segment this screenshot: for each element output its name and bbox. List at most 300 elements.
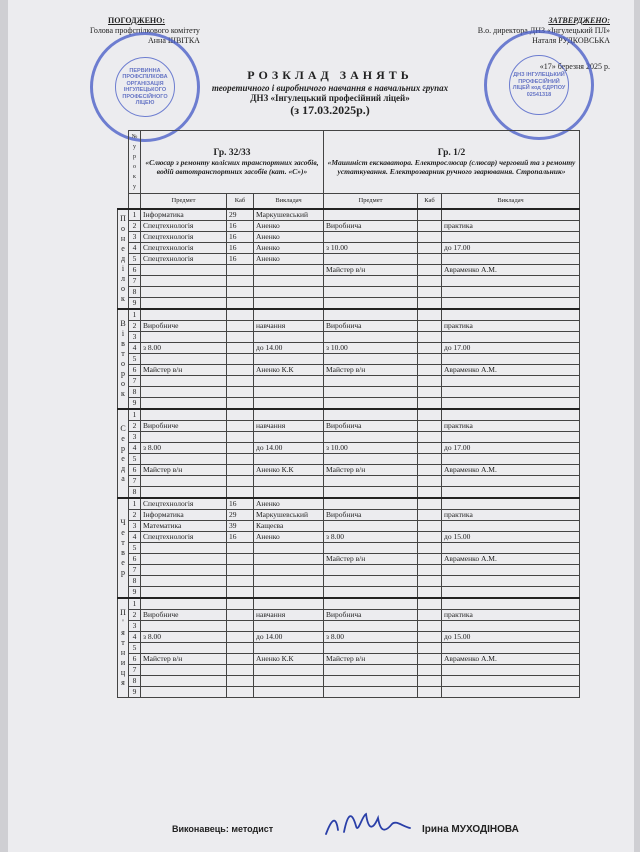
teacher-b [442,287,580,298]
teacher-a [254,643,324,654]
room-a [227,654,254,665]
room-a [227,643,254,654]
approval-right-title: ЗАТВЕРДЖЕНО: [548,16,610,25]
teacher-b: Авраменко А.М. [442,265,580,276]
teacher-a: Аненко [254,221,324,232]
table-row [118,376,580,387]
day-letter: е [121,528,125,537]
table-row [118,265,580,276]
subject-a [141,576,227,587]
teacher-b [442,543,580,554]
lesson-number: 1 [129,598,141,610]
teacher-a: Маркушевський [254,209,324,221]
table-row [118,665,580,676]
subject-a [141,276,227,287]
teacher-a: Аненко [254,532,324,543]
subject-a [141,387,227,398]
table-row [118,598,580,610]
subject-b [324,665,418,676]
room-a [227,465,254,476]
teacher-b [442,487,580,499]
seal-right-text: ДНЗ ІНГУЛЕЦЬКИЙ ПРОФЕСІЙНИЙ ЛІЦЕЙ код ЄДРПОУ 02541318 [509,55,569,115]
subject-b [324,387,418,398]
lesson-number: 4 [129,532,141,543]
teacher-a: навчання [254,610,324,621]
subject-b [324,598,418,610]
day-letter: ц [120,668,126,677]
room-b [418,676,442,687]
teacher-b: Авраменко А.М. [442,554,580,565]
group-header-row [118,131,580,194]
room-b [418,587,442,599]
room-b [418,298,442,310]
lesson-number: 9 [129,298,141,310]
room-b [418,665,442,676]
room-a [227,265,254,276]
teacher-b [442,309,580,321]
table-row [118,632,580,643]
room-b [418,354,442,365]
teacher-a [254,487,324,499]
room-b [418,565,442,576]
table-row [118,343,580,354]
teacher-a [254,287,324,298]
teacher-b [442,254,580,265]
teacher-a: Аненко [254,498,324,510]
room-a [227,565,254,576]
subject-a [141,398,227,410]
room-b [418,643,442,654]
subject-b: Майстер в/н [324,654,418,665]
lesson-number: 2 [129,510,141,521]
teacher-a [254,276,324,287]
room-a [227,665,254,676]
subject-a [141,643,227,654]
teacher-a [254,621,324,632]
room-a: 16 [227,254,254,265]
room-b [418,432,442,443]
day-letter: в [121,339,125,348]
subject-a: Спецтехнологія [141,498,227,510]
day-letter: к [121,389,125,398]
day-letter: н [120,648,126,657]
teacher-b: Авраменко А.М. [442,654,580,665]
teacher-b: до 15.00 [442,532,580,543]
table-row [118,676,580,687]
table-row [118,532,580,543]
subject-a: Майстер в/н [141,365,227,376]
column-header-row [118,194,580,210]
room-b [418,554,442,565]
subject-a [141,332,227,343]
lesson-number: 4 [129,632,141,643]
table-row [118,232,580,243]
subject-a [141,676,227,687]
subject-a [141,587,227,599]
teacher-b [442,376,580,387]
teacher-a: Аненко К.К [254,365,324,376]
table-row [118,554,580,565]
table-row [118,521,580,532]
table-row [118,332,580,343]
lesson-number: 1 [129,498,141,510]
lesson-number: 9 [129,687,141,698]
teacher-a [254,398,324,410]
subject-a: Спецтехнологія [141,232,227,243]
urok-letter: к [133,174,136,180]
subject-b: Виробнича [324,321,418,332]
day-label [118,498,129,598]
approval-left-line2: Анна ШВІТКА [148,36,200,45]
subject-a: з 8.00 [141,343,227,354]
day-label [118,409,129,498]
lesson-number: 8 [129,576,141,587]
day-letter: я [121,628,125,637]
subject-b: Виробнича [324,510,418,521]
room-a [227,476,254,487]
lesson-number: 6 [129,654,141,665]
day-letter: д [120,463,126,473]
lesson-number: 4 [129,343,141,354]
day-letter: Ч [120,518,126,527]
room-a [227,354,254,365]
col-subject-a: Предмет [141,194,227,210]
subject-b [324,376,418,387]
room-a [227,332,254,343]
day-letter: е [121,453,125,463]
subject-a [141,565,227,576]
room-b [418,598,442,610]
room-a: 16 [227,232,254,243]
lesson-number: 3 [129,332,141,343]
day-letter: о [121,359,125,368]
subject-b: Виробнича [324,421,418,432]
teacher-a: навчання [254,421,324,432]
table-row [118,487,580,499]
teacher-b: практика [442,510,580,521]
lesson-number: 5 [129,543,141,554]
table-row [118,365,580,376]
table-row [118,621,580,632]
room-b [418,443,442,454]
subject-b [324,476,418,487]
teacher-a: Кащеєва [254,521,324,532]
subject-a [141,554,227,565]
subject-b [324,565,418,576]
lesson-number: 6 [129,265,141,276]
subject-b [324,209,418,221]
subject-a: Виробниче [141,321,227,332]
table-row [118,354,580,365]
lesson-number: 1 [129,409,141,421]
subject-a [141,687,227,698]
subject-a: Виробниче [141,610,227,621]
teacher-a [254,687,324,698]
teacher-b [442,621,580,632]
room-a [227,376,254,387]
subject-a [141,354,227,365]
table-row [118,321,580,332]
room-a [227,576,254,587]
subject-b [324,354,418,365]
subject-b: Майстер в/н [324,365,418,376]
teacher-a: Аненко [254,243,324,254]
table-row [118,287,580,298]
teacher-a [254,265,324,276]
teacher-b [442,232,580,243]
room-b [418,332,442,343]
urok-letter: о [133,164,136,170]
room-a [227,298,254,310]
teacher-b [442,454,580,465]
subject-a [141,487,227,499]
subject-b: з 8.00 [324,532,418,543]
room-b [418,321,442,332]
day-letter: т [121,638,125,647]
day-letter: е [121,433,125,443]
subject-b: Майстер в/н [324,554,418,565]
lesson-number: 8 [129,487,141,499]
col-teacher-b: Викладач [442,194,580,210]
teacher-b: до 17.00 [442,443,580,454]
lesson-number: 7 [129,565,141,576]
room-b [418,454,442,465]
room-b [418,487,442,499]
group-a-name: Гр. 32/33 [213,147,251,158]
day-letter: о [121,284,125,293]
subject-b: Виробнича [324,221,418,232]
room-a [227,276,254,287]
table-row [118,254,580,265]
subject-a: Майстер в/н [141,465,227,476]
table-row [118,298,580,310]
subject-b: Майстер в/н [324,465,418,476]
subject-a [141,287,227,298]
room-a [227,287,254,298]
room-b [418,398,442,410]
teacher-b: практика [442,610,580,621]
room-b [418,254,442,265]
table-row [118,387,580,398]
room-b [418,498,442,510]
subject-b [324,454,418,465]
teacher-a [254,454,324,465]
room-a [227,587,254,599]
table-row [118,209,580,221]
subject-b [324,309,418,321]
title-line4: (з 17.03.2025р.) [290,103,370,117]
lesson-number: 6 [129,365,141,376]
teacher-b [442,498,580,510]
teacher-a: навчання [254,321,324,332]
teacher-b [442,676,580,687]
teacher-a [254,554,324,565]
lesson-number: 7 [129,665,141,676]
teacher-a: Аненко К.К [254,465,324,476]
lesson-number: 6 [129,554,141,565]
day-letter: д [120,254,126,263]
day-label [118,309,129,409]
urok-letter: у [133,184,136,190]
teacher-b: Авраменко А.М. [442,465,580,476]
lesson-number: 8 [129,676,141,687]
lesson-number: 4 [129,443,141,454]
teacher-a [254,387,324,398]
teacher-a: до 14.00 [254,343,324,354]
lesson-number: 7 [129,476,141,487]
subject-b [324,521,418,532]
table-row [118,476,580,487]
day-letter: П [120,608,126,617]
room-b [418,387,442,398]
lesson-number: 7 [129,276,141,287]
teacher-b [442,387,580,398]
teacher-a [254,576,324,587]
teacher-b [442,354,580,365]
subject-b [324,643,418,654]
room-a [227,409,254,421]
teacher-b: практика [442,221,580,232]
table-row [118,409,580,421]
teacher-a [254,587,324,599]
teacher-b [442,598,580,610]
room-a [227,676,254,687]
col-subject-b: Предмет [324,194,418,210]
room-a: 16 [227,532,254,543]
urok-letter: р [133,154,136,160]
table-row [118,687,580,698]
teacher-a [254,409,324,421]
subject-a [141,598,227,610]
table-row [118,243,580,254]
room-b [418,287,442,298]
subject-b [324,298,418,310]
footer-role: Виконавець: методист [172,824,274,834]
room-a: 16 [227,221,254,232]
room-a: 39 [227,521,254,532]
subject-b: Виробнича [324,610,418,621]
room-a [227,598,254,610]
subject-b: Майстер в/н [324,265,418,276]
room-a [227,343,254,354]
teacher-b [442,687,580,698]
teacher-a [254,432,324,443]
urok-letter: у [133,144,136,150]
subject-a: Виробниче [141,421,227,432]
room-b [418,465,442,476]
subject-b [324,587,418,599]
teacher-b: до 17.00 [442,243,580,254]
table-row [118,398,580,410]
room-b [418,521,442,532]
day-letter: н [120,234,126,243]
room-a [227,543,254,554]
subject-a: Інформатика [141,510,227,521]
table-row [118,576,580,587]
teacher-b [442,298,580,310]
table-row [118,443,580,454]
table-row [118,421,580,432]
room-a [227,443,254,454]
subject-b [324,576,418,587]
group-a-header [141,131,324,194]
day-letter: о [121,379,125,388]
approval-left-line1: Голова профспілкового комітету [90,26,200,35]
lesson-number: 5 [129,643,141,654]
room-a [227,487,254,499]
signature [322,808,418,842]
table-row [118,432,580,443]
room-b [418,376,442,387]
day-letter: т [121,349,125,358]
lesson-number: 3 [129,521,141,532]
approval-right-date: «17» березня 2025 р. [539,62,610,71]
room-b [418,576,442,587]
room-b [418,632,442,643]
title-line2: теоретичного і виробничого навчання в навчальних групах [211,83,449,93]
day-letter: В [120,319,126,328]
room-a: 29 [227,209,254,221]
table-row [118,587,580,599]
teacher-b: до 15.00 [442,632,580,643]
room-a [227,365,254,376]
day-letter: р [121,369,125,378]
room-a: 16 [227,498,254,510]
day-letter: к [121,294,125,303]
day-letter: о [121,224,125,233]
title-line1: РОЗКЛАД ЗАНЯТЬ [247,68,413,82]
title-line3: ДНЗ «Інгулецький професійний ліцей» [250,93,410,103]
room-b [418,421,442,432]
subject-b [324,676,418,687]
teacher-a [254,354,324,365]
subject-b [324,543,418,554]
room-b [418,687,442,698]
subject-b [324,432,418,443]
lesson-number: 2 [129,321,141,332]
subject-b [324,254,418,265]
lesson-number: 8 [129,387,141,398]
room-b [418,221,442,232]
room-b [418,243,442,254]
teacher-b [442,521,580,532]
subject-a [141,665,227,676]
table-row [118,454,580,465]
lesson-number: 3 [129,432,141,443]
teacher-a: до 14.00 [254,632,324,643]
room-a [227,554,254,565]
room-b [418,309,442,321]
teacher-b [442,643,580,654]
day-letter: л [121,274,125,283]
teacher-a: до 14.00 [254,443,324,454]
lesson-number: 6 [129,465,141,476]
room-a: 29 [227,510,254,521]
subject-a [141,476,227,487]
day-letter: е [121,558,125,567]
room-a [227,454,254,465]
subject-b [324,487,418,499]
teacher-b [442,432,580,443]
day-letter: а [121,473,125,483]
subject-a [141,432,227,443]
day-letter: е [121,244,125,253]
room-a [227,309,254,321]
approval-right-line2: Наталя РУДКОВСЬКА [532,36,610,45]
table-row [118,498,580,510]
subject-a [141,265,227,276]
subject-b [324,276,418,287]
